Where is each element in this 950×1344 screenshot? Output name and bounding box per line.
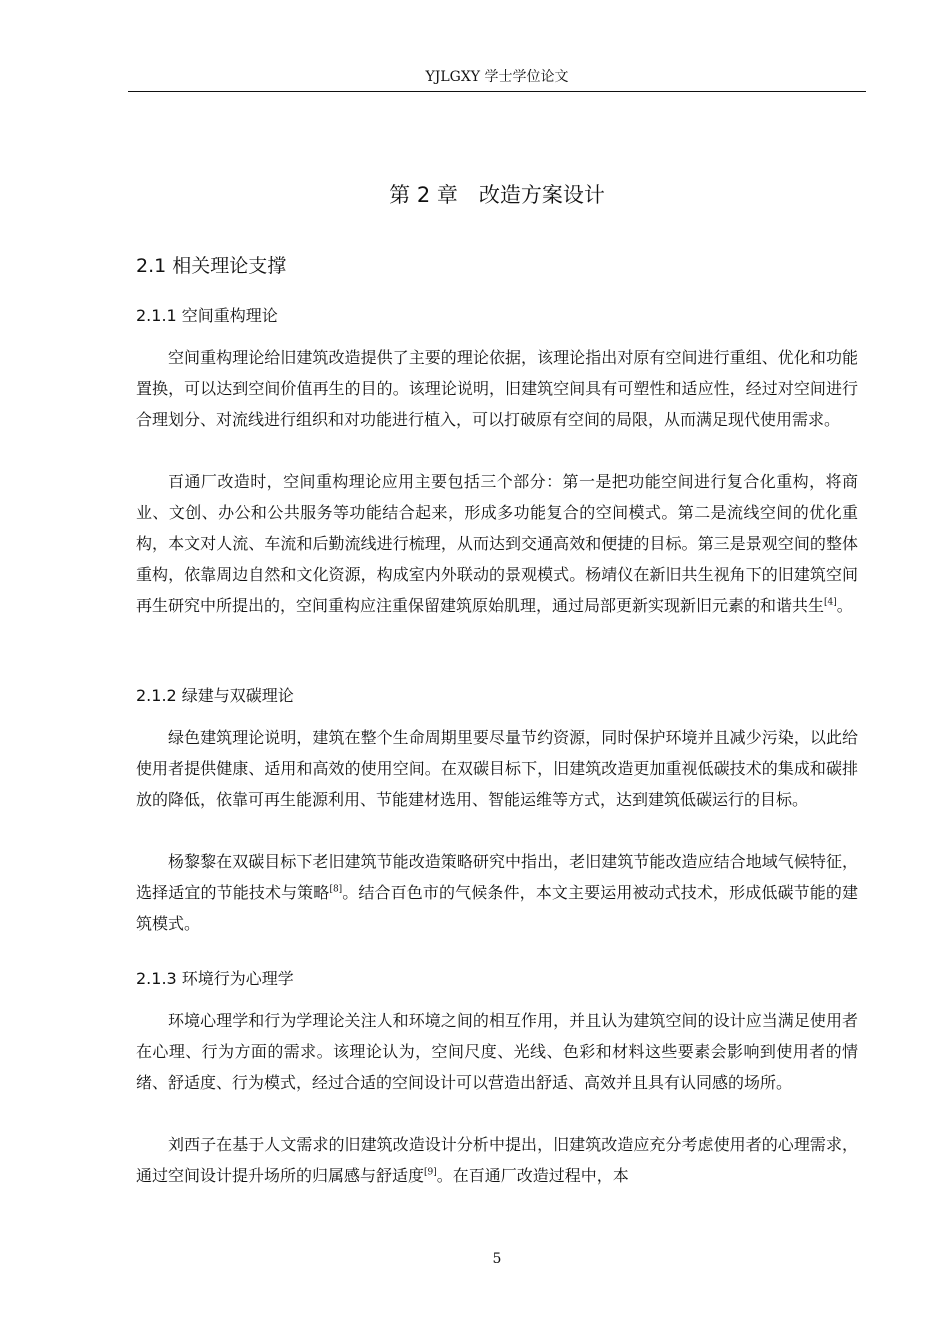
paragraph-text: 绿色建筑理论说明，建筑在整个生命周期里要尽量节约资源，同时保护环境并且减少污染，以此给使用者提供健康、适用和高效的使用空间。在双碳目标下，旧建筑改造更加重视低碳技术的集成和碳排放的降低，依靠可再生能源利用、节能建材选用、智能运维等方式，达到建筑低碳运行的目标。: [136, 728, 858, 809]
paragraph-text: 环境心理学和行为学理论关注人和环境之间的相互作用，并且认为建筑空间的设计应当满足使用者在心理、行为方面的需求。该理论认为，空间尺度、光线、色彩和材料这些要素会影响到使用者的情绪、舒适度、行为模式，经过合适的空间设计可以营造出舒适、高效并且具有认同感的场所。: [136, 1011, 858, 1092]
page-number: 5: [492, 1251, 502, 1267]
header-rule: [128, 91, 866, 92]
paragraph-text: 空间重构理论给旧建筑改造提供了主要的理论依据，该理论指出对原有空间进行重组、优化和功能置换，可以达到空间价值再生的目的。该理论说明，旧建筑空间具有可塑性和适应性，经过对空间进行合理划分、对流线进行组织和对功能进行植入，可以打破原有空间的局限，从而满足现代使用需求。: [136, 348, 858, 429]
paragraph-text: 杨黎黎在双碳目标下老旧建筑节能改造策略研究中指出，老旧建筑节能改造应结合地域气候特征，选择适宜的节能技术与策略: [136, 852, 858, 902]
citation-ref: [4]: [824, 597, 837, 608]
paragraph: [136, 722, 858, 815]
paragraph: [136, 1129, 858, 1191]
running-header: YJLGXY 学士学位论文: [425, 69, 569, 85]
paragraph-tail: 。结合百色市的气候条件，本文主要运用被动式技术，形成低碳节能的建筑模式。: [136, 883, 858, 933]
paragraph: [136, 342, 858, 435]
subsection-title: 2.1.1 空间重构理论: [136, 306, 278, 325]
subsection-title: 2.1.3 环境行为心理学: [136, 969, 294, 988]
paragraph-text: 刘西子在基于人文需求的旧建筑改造设计分析中提出，旧建筑改造应充分考虑使用者的心理需求，通过空间设计提升场所的归属感与舒适度: [136, 1135, 858, 1185]
citation-ref: [8]: [329, 884, 343, 895]
paragraph: [136, 466, 858, 621]
citation-ref: [9]: [424, 1167, 437, 1178]
paragraph-tail: 。在百通厂改造过程中，本: [436, 1166, 629, 1185]
section-title: 2.1 相关理论支撑: [136, 255, 287, 277]
paragraph-text: 百通厂改造时，空间重构理论应用主要包括三个部分：第一是把功能空间进行复合化重构，将商业、文创、办公和公共服务等功能结合起来，形成多功能复合的空间模式。第二是流线空间的优化重构，本文对人流、车流和后勤流线进行梳理，从而达到交通高效和便捷的目标。第三是景观空间的整体重构，依靠周边自然和文化资源，构成室内外联动的景观模式。杨靖仪在新旧共生视角下的旧建筑空间再生研究中所提出的，空间重构应注重保留建筑原始肌理，通过局部更新实现新旧元素的和谐共生: [136, 472, 858, 615]
paragraph: [136, 1005, 858, 1098]
paragraph-tail: 。: [836, 596, 853, 615]
subsection-title: 2.1.2 绿建与双碳理论: [136, 686, 294, 705]
chapter-title: 第 2 章 改造方案设计: [389, 183, 605, 207]
paragraph: [136, 846, 858, 939]
